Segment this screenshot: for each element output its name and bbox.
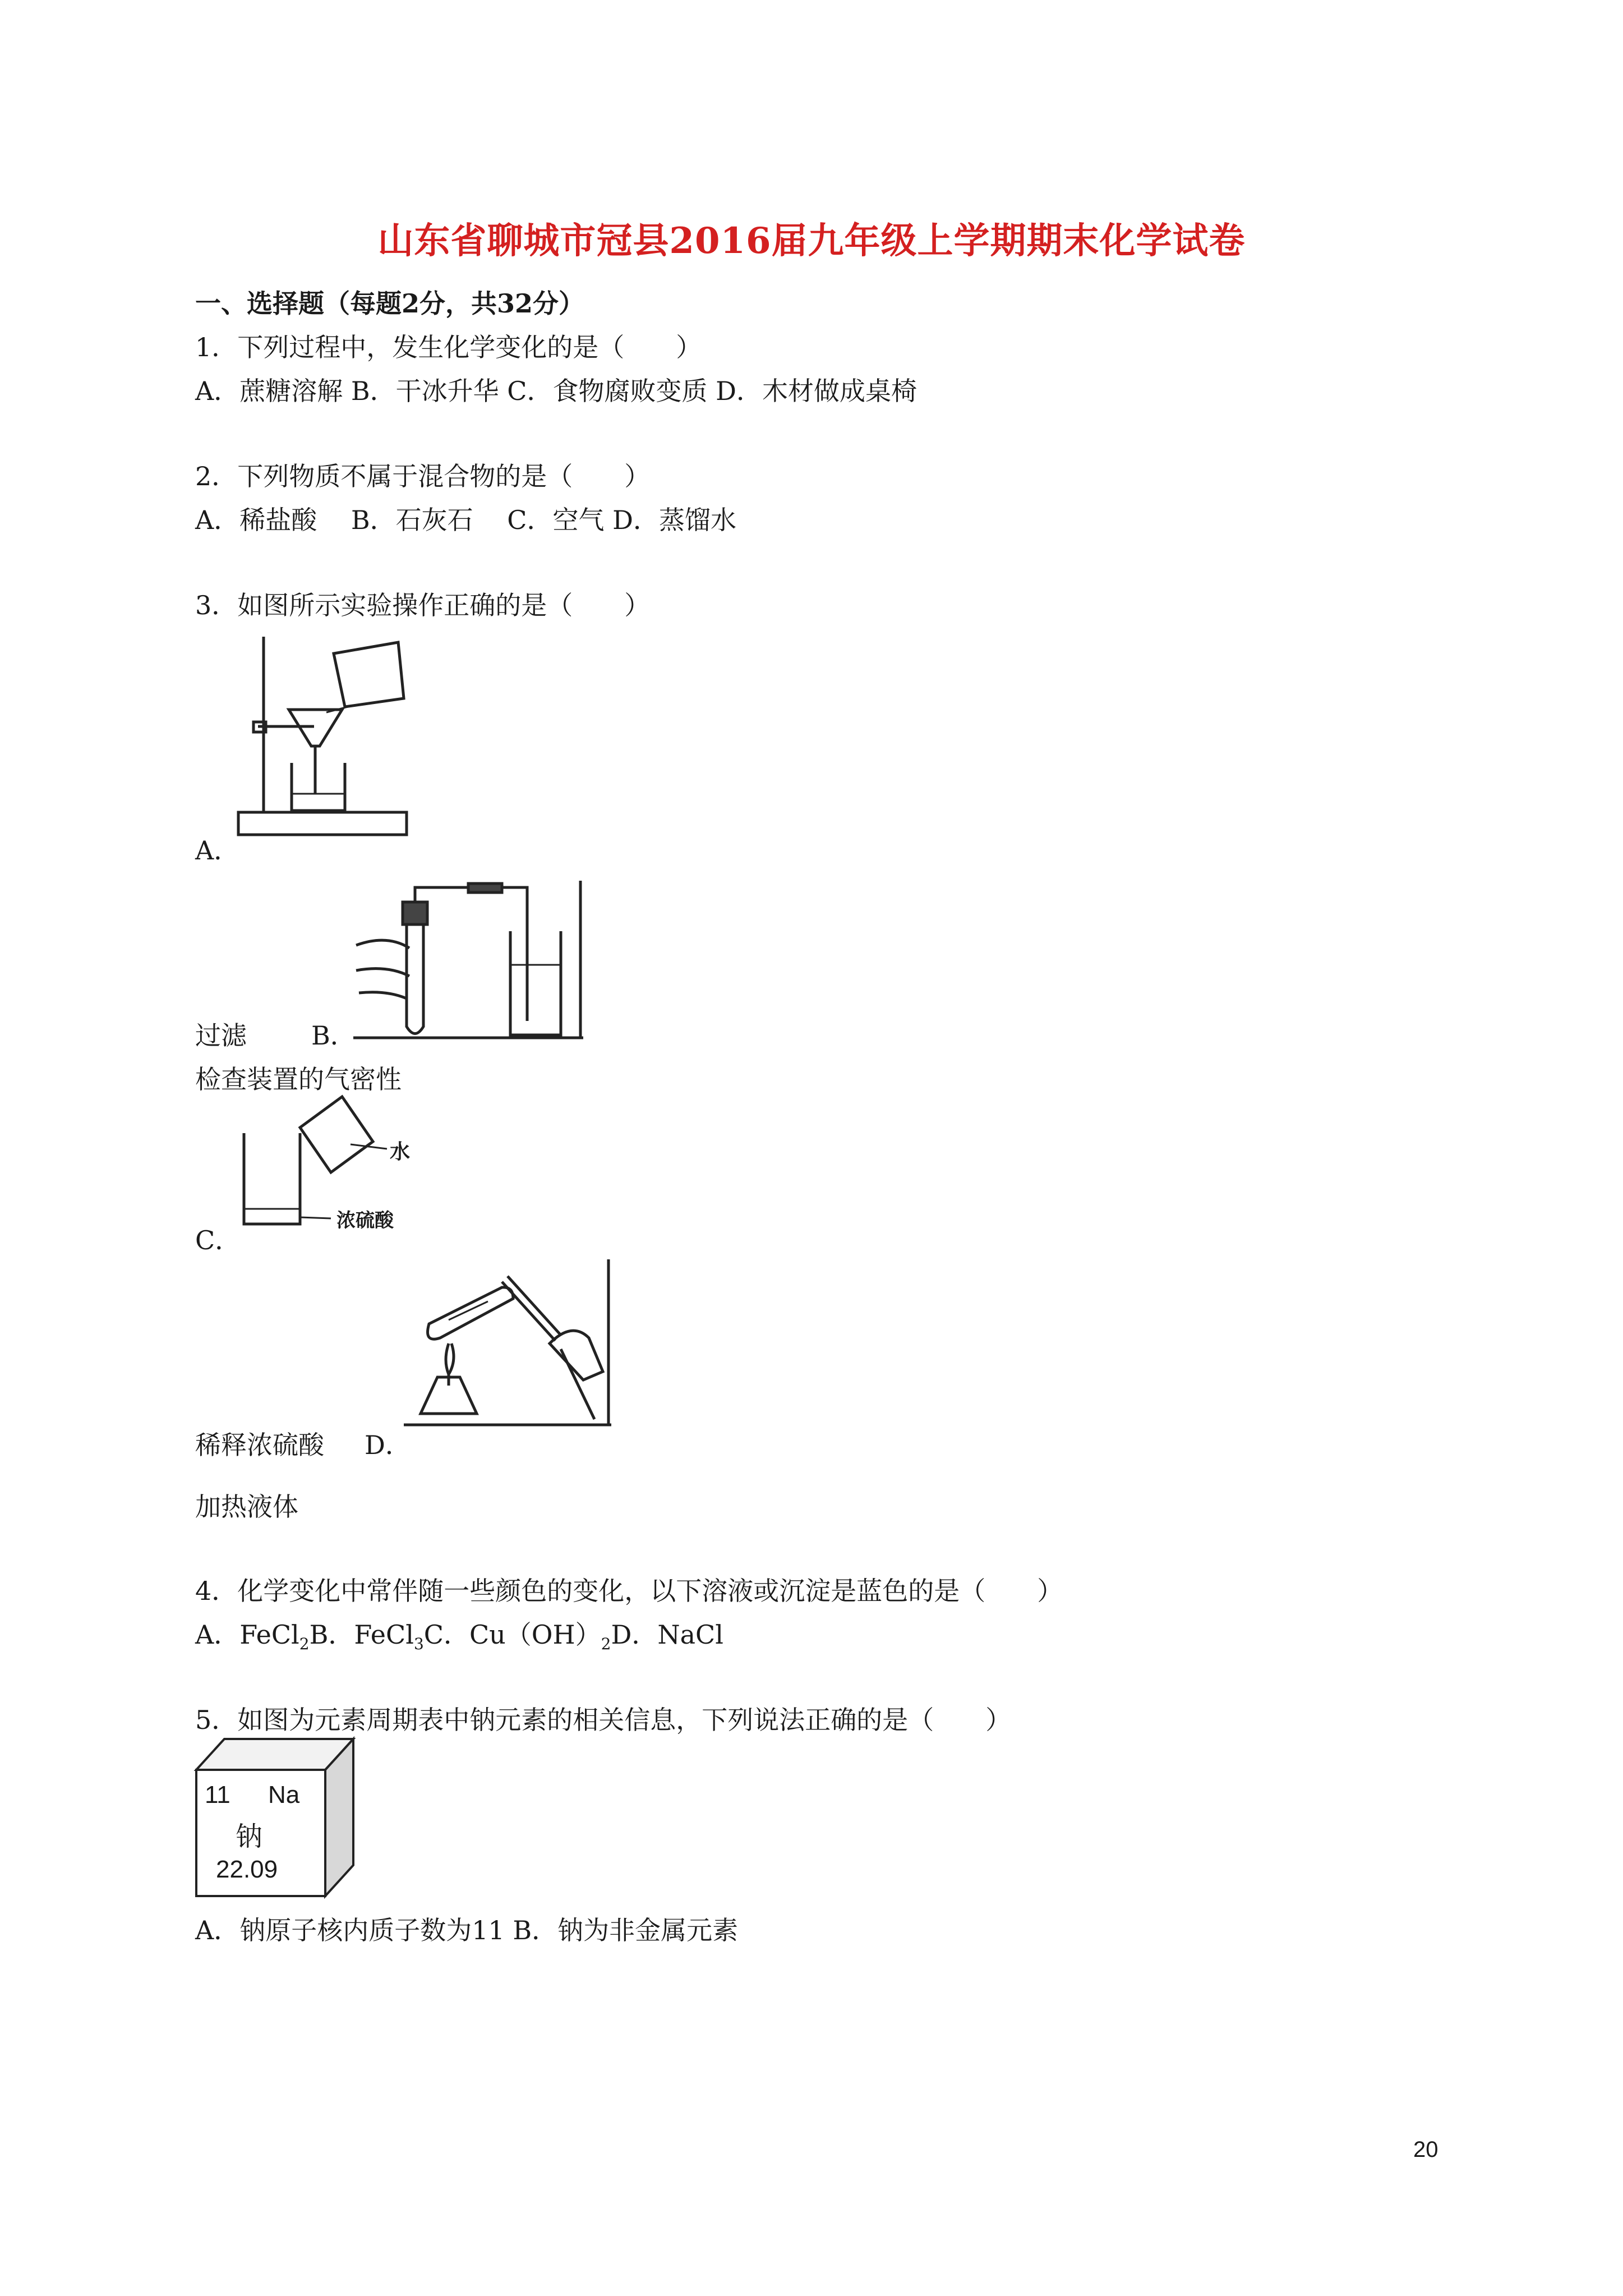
element-name: 钠 — [236, 1821, 263, 1852]
page-title: 山东省聊城市冠县2016届九年级上学期期末化学试卷 — [377, 220, 1246, 262]
question-3-option-d-text: 加热液体 — [195, 1492, 298, 1522]
question-4-option-a: A．FeCl — [195, 1619, 299, 1650]
question-4-option-c-subscript: 2 — [601, 1635, 611, 1654]
figure-airtightness-check — [353, 881, 583, 1043]
question-4-option-c: C．Cu（OH） — [423, 1619, 601, 1650]
figure-dilution-water-label: 水 — [390, 1140, 411, 1163]
question-3-option-a-text: 过滤 — [195, 1020, 247, 1051]
question-1-stem: 1．下列过程中，发生化学变化的是（ ） — [195, 332, 702, 362]
question-3-option-b-label: B． — [311, 1020, 356, 1051]
page-number: 20 — [1413, 2137, 1438, 2162]
question-2-options: A．稀盐酸 B．石灰石 C．空气 D．蒸馏水 — [195, 505, 736, 535]
question-3-option-d-label: D． — [365, 1430, 411, 1460]
question-3-option-c-label: C． — [195, 1225, 241, 1255]
question-4-option-d: D．NaCl — [611, 1619, 723, 1650]
question-4-options — [195, 1614, 723, 1653]
question-4-option-a-subscript: 2 — [299, 1635, 310, 1654]
element-atomic-number: 11 — [205, 1781, 230, 1809]
question-2-stem: 2．下列物质不属于混合物的是（ ） — [195, 461, 651, 491]
element-atomic-mass: 22.09 — [216, 1856, 278, 1883]
figure-filtration — [236, 625, 409, 844]
question-4-option-b: B．FeCl — [309, 1619, 414, 1650]
section-heading: 一、选择题（每题2分，共32分） — [195, 288, 585, 319]
question-3-stem: 3．如图所示实验操作正确的是（ ） — [195, 590, 651, 620]
question-4-stem: 4．化学变化中常伴随一些颜色的变化，以下溶液或沉淀是蓝色的是（ ） — [195, 1576, 1063, 1606]
element-symbol: Na — [268, 1781, 300, 1809]
question-1-options: A．蔗糖溶解 B．干冰升华 C．食物腐败变质 D．木材做成桌椅 — [195, 376, 917, 406]
question-5-options: A．钠原子核内质子数为11 B．钠为非金属元素 — [195, 1915, 739, 1945]
question-4-option-b-subscript: 3 — [413, 1635, 424, 1654]
figure-heating-liquid — [404, 1259, 611, 1428]
question-3-option-a-label: A． — [195, 835, 240, 866]
question-5-stem: 5．如图为元素周期表中钠元素的相关信息，下列说法正确的是（ ） — [195, 1705, 1012, 1735]
question-3-option-c-text: 稀释浓硫酸 — [195, 1430, 324, 1460]
figure-dilution-acid-label: 浓硫酸 — [336, 1209, 394, 1232]
question-3-option-b-text: 检查装置的气密性 — [195, 1064, 402, 1094]
